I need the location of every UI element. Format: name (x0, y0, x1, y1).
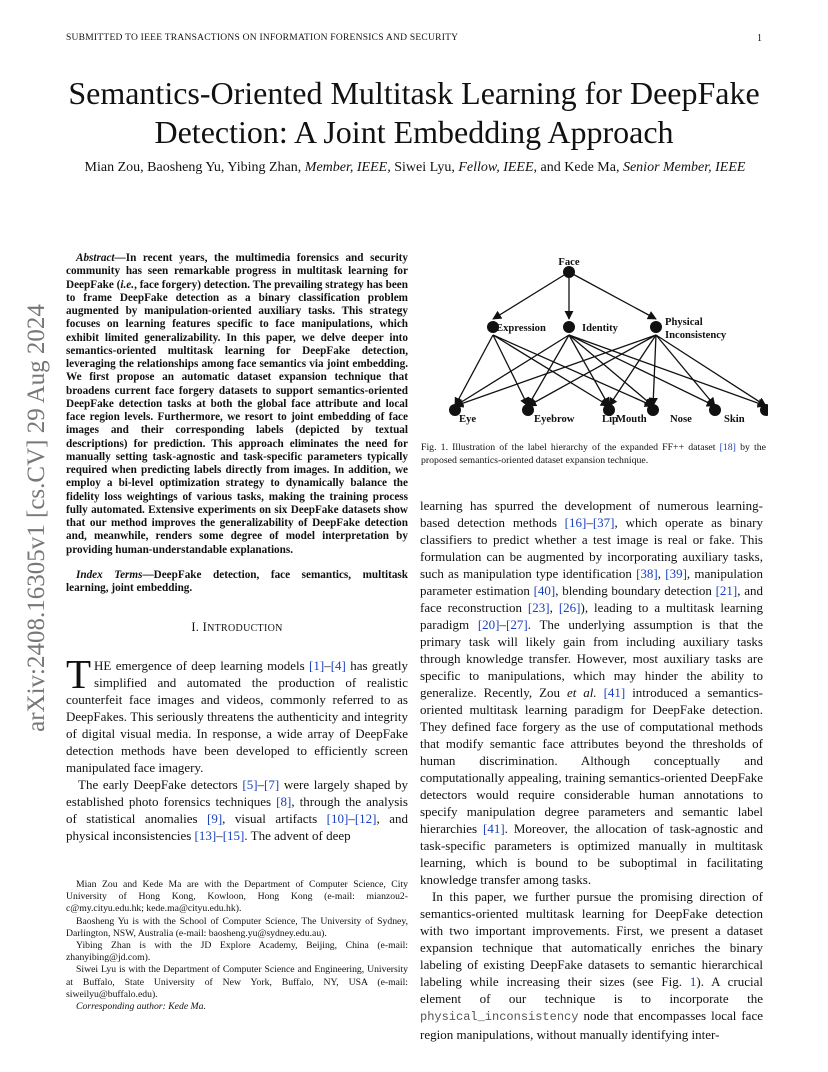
citation-link[interactable]: [4] (330, 658, 346, 674)
section-heading-introduction (66, 620, 408, 635)
node-label-mouth: Mouth (616, 414, 647, 425)
authors-role-2: Fellow, IEEE, (458, 160, 538, 175)
intro-text: learning has spurred the development of numerous learning-based detection methods (420, 498, 763, 530)
hierarchy-nodes (449, 266, 768, 416)
citation-link[interactable]: [39] (665, 566, 687, 581)
node-label-expression: Expression (496, 323, 546, 334)
index-terms (66, 569, 408, 596)
abstract-ie: i.e. (120, 278, 135, 291)
intro-text: , which operate as binary classifiers to predict whether a test image is real or fake. This formulation can be augmented by incorporating auxiliary tasks, such as manipulation type identification (420, 515, 763, 581)
citation-link[interactable]: [40] (533, 583, 556, 598)
node-label-identity: Identity (582, 323, 618, 334)
paper-title (0, 74, 828, 152)
intro-text: , (657, 566, 666, 581)
intro-text: – (216, 828, 223, 844)
node-dot-eyebrow (522, 404, 534, 416)
authors-role-1: Member, IEEE, (304, 160, 391, 175)
node-dot-skin (760, 404, 768, 416)
citation-link[interactable]: [1] (309, 658, 325, 674)
authors-role-3: Senior Member, IEEE (622, 160, 746, 175)
intro-text: ), leading to a multitask learning paradigm (420, 600, 763, 632)
node-dot-nose (709, 404, 721, 416)
caption-text: Fig. 1. Illustration of the label hierarchy of the expanded FF++ dataset (421, 442, 720, 453)
citation-link[interactable]: [18] (719, 442, 736, 453)
intro-text: ). A crucial element of our technique is to incorporate the (420, 974, 763, 1006)
citation-link[interactable]: [5] (242, 777, 258, 793)
node-label-eyebrow: Eyebrow (534, 414, 575, 425)
intro-paragraph-2 (66, 776, 408, 844)
figure-link[interactable]: 1 (689, 974, 697, 989)
intro-text: . Moreover, the allocation of task-agnostic and task-specific parameters is optimized manually in multitask learning, which is bound to be suboptimal in facilitating knowledge transfer among tasks. (420, 821, 763, 887)
title-line-2: Detection: A Joint Embedding Approach (154, 114, 674, 150)
node-dot-identity (563, 321, 575, 333)
citation-link[interactable]: [21] (715, 583, 738, 598)
citation-link[interactable]: [10] (326, 811, 349, 827)
intro-text: , manipulation parameter estimation (420, 566, 763, 598)
intro-text: , and face reconstruction (420, 583, 763, 615)
intro-text: introduced a semantics-oriented multitask learning paradigm for DeepFake detection. They defined face forgery as the use of computational methods that modify semantic face attributes beyond the thresholds of human discrimination. Although conceptually and computationally appealing, training semantics-oriented DeepFake detectors would require considerable human annotations to specify manipulation degree parameters and semantic label hierarchies (420, 685, 763, 836)
intro-text: The early DeepFake detectors (78, 777, 243, 793)
citation-link[interactable]: [41] (603, 685, 626, 700)
footnotes (66, 879, 408, 1013)
drop-cap: T (66, 651, 92, 698)
node-label-eye-text: Eye (459, 414, 477, 425)
citation-link[interactable]: [38] (636, 566, 658, 581)
intro-text: HE emergence of deep learning models (94, 658, 310, 674)
intro-text: . The underlying assumption is that the primary task will likely gain from including auxiliary tasks through knowledge transfer. However, most auxiliary tasks are specific to manipulations, which may hinder the ability to generalize. Recently, Zou (420, 617, 763, 700)
intro-text: – (257, 777, 265, 793)
intro-paragraph-1 (66, 651, 409, 776)
intro-text: – (586, 515, 593, 530)
hierarchy-diagram (424, 250, 768, 436)
intro-text: , blending boundary detection (555, 583, 716, 598)
citation-link[interactable]: [23] (527, 600, 550, 615)
citation-link[interactable]: [12] (354, 811, 377, 827)
node-label-lip: Lip (602, 414, 618, 425)
intro-text: , and physical inconsistencies (66, 811, 408, 844)
right-column (420, 497, 763, 1043)
intro-text: . The advent of deep (244, 828, 351, 844)
caption-text: by the proposed semantics-oriented dataset expansion technique. (421, 442, 766, 466)
citation-link[interactable]: [9] (206, 811, 223, 827)
node-label-nose: Nose (670, 414, 692, 425)
section-numeral: I. (191, 620, 203, 635)
citation-link[interactable]: [15] (222, 828, 245, 844)
node-label-physical: Physical (665, 317, 703, 328)
citation-link[interactable]: [16] (564, 515, 587, 530)
code-term: physical_inconsistency (420, 1010, 579, 1024)
author-list (70, 158, 760, 177)
citation-link[interactable]: [20] (477, 617, 500, 632)
intro-text: – (348, 811, 355, 827)
intro-text: has greatly simplified and automated the production of realistic counterfeit face images and videos, commonly referred to as DeepFakes. This seriously threatens the authenticity and integrity of digital visual media. In response, a wide array of DeepFake detection methods have been developed to efficiently screen manipulated face imagery. (66, 658, 409, 776)
intro-text: In this paper, we further pursue the promising direction of semantics-oriented multitask learning for DeepFake detection with two important improvements. First, we present a dataset expansion technique that automatically enriches the binary labeling of existing DeepFake datasets to semantic hierarchical labeling while increasing their sizes (see Fig. (420, 889, 763, 989)
intro-text: node that encompasses local face region manipulations, without manually identifying inter- (420, 1008, 763, 1042)
intro-text: were largely shaped by established photo forensics techniques (66, 777, 408, 810)
authors-part-3: and Kede Ma, (537, 160, 623, 175)
citation-link[interactable]: [26] (558, 600, 581, 615)
footnote-affiliation-4: Siwei Lyu is with the Department of Computer Science and Engineering, University at Buffalo, State University of New York, Buffalo, NY, USA (e-mail: siweilyu@buffalo.edu). (66, 964, 408, 1000)
figure-caption (421, 442, 766, 467)
citation-link[interactable]: [13] (194, 828, 217, 844)
footnote-corresponding-author: Corresponding author: Kede Ma. (76, 1001, 206, 1013)
footnote-affiliation-2: Baosheng Yu is with the School of Computer Science, The University of Sydney, Darlington, NSW, Australia (e-mail: baosheng.yu@sydney.edu.au). (66, 915, 408, 939)
abstract-dash: — (114, 252, 126, 264)
intro-paragraph-3 (420, 497, 763, 888)
intro-text-etal: et al. (566, 685, 597, 700)
abstract-text-2: , face forgery) detection. The prevailing strategy has been to frame DeepFake detection as a binary classification problem augmented by manipulation-oriented auxiliary tasks. This strategy focuses on learning features specific to face manipulations, which exhibit limited generalizability. In this paper, we delve deeper into semantics-oriented multitask learning for DeepFake detection, leveraging the relationships among face semantics via joint embedding. We first propose an automatic dataset expansion technique that broadens current face forgery datasets to support semantics-oriented DeepFake detection tasks at both the global face attribute and local face region levels. Furthermore, we resort to joint embedding of face images and their corresponding labels (depicted by textual descriptions) for prediction. This approach eliminates the need for manually setting task-agnostic and task-specific parameters typically required when predicting labels directly from images. In addition, we employ a bi-level optimization strategy to dynamically balance the fidelity loss weightings of various tasks, making the training process fully automated. Extensive experiments on six DeepFake datasets show that our method improves the generalizability of DeepFake detection and, meanwhile, renders some degree of model interpretation by providing human-understandable explanations. (66, 278, 408, 556)
authors-part-2: Siwei Lyu, (390, 160, 459, 175)
page-number: 1 (757, 33, 762, 44)
intro-paragraph-4 (420, 888, 763, 1043)
arxiv-identifier (22, 278, 52, 758)
left-column (66, 252, 408, 844)
section-initial: I (202, 620, 208, 635)
section-rest: NTRODUCTION (207, 623, 283, 635)
title-line-1: Semantics-Oriented Multitask Learning for DeepFake (68, 75, 760, 111)
intro-text: – (499, 617, 507, 632)
intro-text (597, 685, 604, 700)
citation-link[interactable]: [7] (264, 777, 280, 793)
intro-text: , visual artifacts (222, 811, 327, 827)
node-dot-mouth (647, 404, 659, 416)
citation-link[interactable]: [27] (506, 617, 528, 632)
abstract (66, 252, 408, 557)
node-dot-physical-inconsistency (650, 321, 662, 333)
intro-text: , (549, 600, 559, 615)
citation-link[interactable]: [8] (276, 794, 292, 810)
abstract-text-1: In recent years, the multimedia forensics and security community has seen remarkable progress in multitask learning for DeepFake ( (66, 252, 408, 291)
intro-text: , through the analysis of statistical anomalies (66, 794, 408, 827)
figure-label-hierarchy (424, 250, 768, 436)
index-terms-label: Index Terms (76, 568, 143, 581)
arxiv-identifier-text: arXiv:2408.16305v1 [cs.CV] 29 Aug 2024 (23, 304, 50, 732)
footnote-affiliation-1: Mian Zou and Kede Ma are with the Department of Computer Science, City University of Hong Kong, Kowloon, Hong Kong (e-mail: mianzou2-c@my.cityu.edu.hk; kede.ma@cityu.edu.hk). (66, 879, 408, 915)
node-label-skin: Skin (724, 414, 745, 425)
node-label-inconsistency: Inconsistency (665, 330, 727, 341)
abstract-label: Abstract (76, 252, 115, 264)
intro-text: – (324, 658, 331, 674)
index-terms-text: —DeepFake detection, face semantics, multitask learning, joint embedding. (66, 568, 408, 594)
citation-link[interactable]: [37] (592, 515, 615, 530)
authors-part-1: Mian Zou, Baosheng Yu, Yibing Zhan, (84, 160, 305, 175)
running-head: SUBMITTED TO IEEE TRANSACTIONS ON INFORMATION FORENSICS AND SECURITY (66, 33, 459, 43)
citation-link[interactable]: [41] (482, 821, 505, 836)
node-label-face: Face (558, 257, 580, 268)
footnote-affiliation-3: Yibing Zhan is with the JD Explore Academy, Beijing, China (e-mail: zhanyibing@jd.com). (66, 940, 408, 964)
